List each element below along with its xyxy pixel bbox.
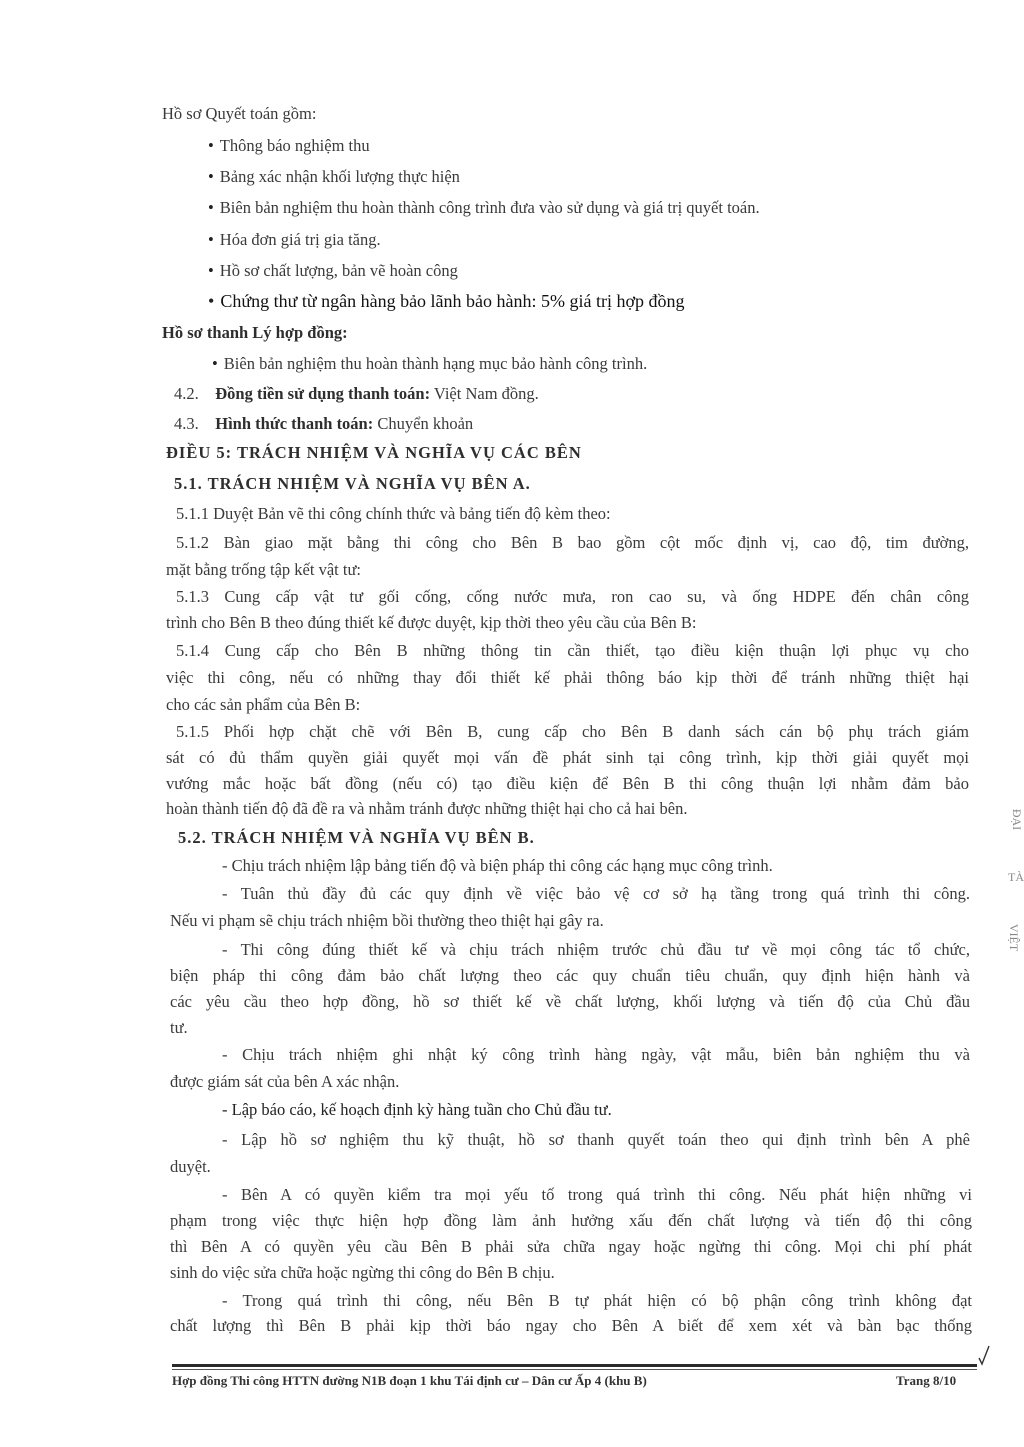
article-5-title: ĐIỀU 5: TRÁCH NHIỆM VÀ NGHĨA VỤ CÁC BÊN: [166, 443, 582, 462]
clause-5-1-4-line: việc thi công, nếu có những thay đổi thiết kế phải thông báo kịp thời để tránh những thiệt hại: [166, 668, 969, 687]
duty-item-line: tư.: [170, 1018, 188, 1037]
duty-item-line: thì Bên A có quyền yêu cầu Bên B phải sửa chữa ngay hoặc ngừng thi công. Mọi chi phí phát: [170, 1237, 972, 1256]
duty-item-line: - Bên A có quyền kiểm tra mọi yếu tố trong quá trình thi công. Nếu phát hiện những vi: [222, 1185, 972, 1204]
clause-5-1-4-line: cho các sản phẩm của Bên B:: [166, 695, 361, 714]
section-5-1-title: 5.1. TRÁCH NHIỆM VÀ NGHĨA VỤ BÊN A.: [174, 474, 531, 493]
section-5-2-title: 5.2. TRÁCH NHIỆM VÀ NGHĨA VỤ BÊN B.: [178, 828, 535, 847]
duty-item-line: duyệt.: [170, 1157, 211, 1176]
stamp-fragment: ĐẠI: [1010, 808, 1024, 831]
duty-item: - Lập báo cáo, kế hoạch định kỳ hàng tuần cho Chủ đầu tư.: [222, 1100, 612, 1119]
duty-item-line: - Chịu trách nhiệm ghi nhật ký công trình hàng ngày, vật mẫu, biên bản nghiệm thu và: [222, 1045, 970, 1064]
duty-item-line: sinh do việc sửa chữa hoặc ngừng thi công do Bên B chịu.: [170, 1263, 555, 1282]
clause-label: Hình thức thanh toán:: [215, 414, 374, 433]
footer-page-number: Trang 8/10: [896, 1373, 957, 1388]
clause-4-2: [174, 384, 539, 404]
clause-5-1-1: 5.1.1 Duyệt Bản vẽ thi công chính thức và bảng tiến độ kèm theo:: [176, 504, 611, 523]
quyet-toan-heading: Hồ sơ Quyết toán gồm:: [162, 104, 317, 123]
duty-item: - Chịu trách nhiệm lập bảng tiến độ và biện pháp thi công các hạng mục công trình.: [222, 856, 773, 875]
duty-item-line: - Trong quá trình thi công, nếu Bên B tự phát hiện có bộ phận công trình không đạt: [222, 1291, 972, 1310]
clause-5-1-2-line: mặt bằng trống tập kết vật tư:: [166, 560, 361, 579]
duty-item-line: - Tuân thủ đầy đủ các quy định về việc bảo vệ cơ sở hạ tầng trong quá trình thi công.: [222, 884, 970, 903]
stamp-fragment: VIỆT: [1007, 923, 1022, 952]
duty-item-line: - Thi công đúng thiết kế và chịu trách nhiệm trước chủ đầu tư về mọi công tác tổ chức,: [222, 940, 970, 959]
list-item: • Biên bản nghiệm thu hoàn thành công trình đưa vào sử dụng và giá trị quyết toán.: [208, 198, 760, 218]
thanh-ly-heading: Hồ sơ thanh Lý hợp đồng:: [162, 323, 348, 342]
list-item: • Biên bản nghiệm thu hoàn thành hạng mục bảo hành công trình.: [212, 354, 647, 374]
stamp-fragment: TÀ: [1008, 870, 1024, 884]
duty-item-line: Nếu vi phạm sẽ chịu trách nhiệm bồi thường theo thiệt hại gây ra.: [170, 911, 604, 930]
duty-item-line: được giám sát của bên A xác nhận.: [170, 1072, 400, 1091]
list-item: • Hóa đơn giá trị gia tăng.: [208, 230, 381, 250]
clause-number: 4.2.: [174, 384, 199, 403]
duty-item-line: chất lượng thì Bên B phải kịp thời báo ngay cho Bên A biết để xem xét và bàn bạc thống: [170, 1316, 972, 1335]
clause-5-1-5-line: sát có đủ thẩm quyền giải quyết mọi vấn đề phát sinh tại công trình, kịp thời giải quyết mọi: [166, 748, 969, 767]
list-item: • Chứng thư từ ngân hàng bảo lãnh bảo hành: 5% giá trị hợp đồng: [208, 291, 685, 311]
clause-5-1-4-line: 5.1.4 Cung cấp cho Bên B những thông tin cần thiết, tạo điều kiện thuận lợi phục vụ cho: [176, 641, 969, 660]
clause-4-3: [174, 414, 473, 434]
clause-value: Chuyển khoản: [377, 414, 474, 433]
clause-number: 4.3.: [174, 414, 199, 433]
duty-item-line: biện pháp thi công đảm bảo chất lượng theo các quy chuẩn tiêu chuẩn, quy định hiện hành và: [170, 966, 970, 985]
footer-contract-title: Hợp đồng Thi công HTTN đường N1B đoạn 1 khu Tái định cư – Dân cư Ấp 4 (khu B): [172, 1373, 647, 1388]
list-item: • Thông báo nghiệm thu: [208, 136, 370, 156]
list-item: • Bảng xác nhận khối lượng thực hiện: [208, 167, 460, 187]
clause-label: Đồng tiền sử dụng thanh toán:: [215, 384, 431, 403]
clause-5-1-5-line: 5.1.5 Phối hợp chặt chẽ với Bên B, cung cấp cho Bên B danh sách cán bộ phụ trách giám: [176, 722, 969, 741]
check-mark-icon: [978, 1344, 990, 1366]
duty-item-line: - Lập hồ sơ nghiệm thu kỹ thuật, hồ sơ thanh quyết toán theo qui định trình bên A phê: [222, 1130, 970, 1149]
list-item: • Hồ sơ chất lượng, bản vẽ hoàn công: [208, 261, 458, 281]
duty-item-line: các yêu cầu theo hợp đồng, hồ sơ thiết kế về chất lượng, khối lượng và tiến độ của Chủ đầu: [170, 992, 970, 1011]
clause-5-1-3-line: trình cho Bên B theo đúng thiết kế được duyệt, kịp thời theo yêu cầu của Bên B:: [166, 613, 697, 632]
footer-rule: [172, 1369, 977, 1370]
clause-5-1-5-line: hoàn thành tiến độ đã đề ra và nhằm tránh được những thiệt hại cho cả hai bên.: [166, 799, 688, 818]
clause-5-1-3-line: 5.1.3 Cung cấp vật tư gối cống, cống nước mưa, ron cao su, và ống HDPE đến chân công: [176, 587, 969, 606]
clause-value: Việt Nam đồng.: [433, 384, 539, 403]
footer-rule: [172, 1364, 977, 1367]
duty-item-line: phạm trong việc thực hiện hợp đồng làm ảnh hưởng xấu đến chất lượng và tiến độ thi công: [170, 1211, 972, 1230]
clause-5-1-2-line: 5.1.2 Bàn giao mặt bằng thi công cho Bên B bao gồm cột mốc định vị, cao độ, tim đường,: [176, 533, 969, 552]
clause-5-1-5-line: vướng mắc hoặc bất đồng (nếu có) tạo điều kiện để Bên B thi công thuận lợi nhằm đảm bảo: [166, 774, 969, 793]
